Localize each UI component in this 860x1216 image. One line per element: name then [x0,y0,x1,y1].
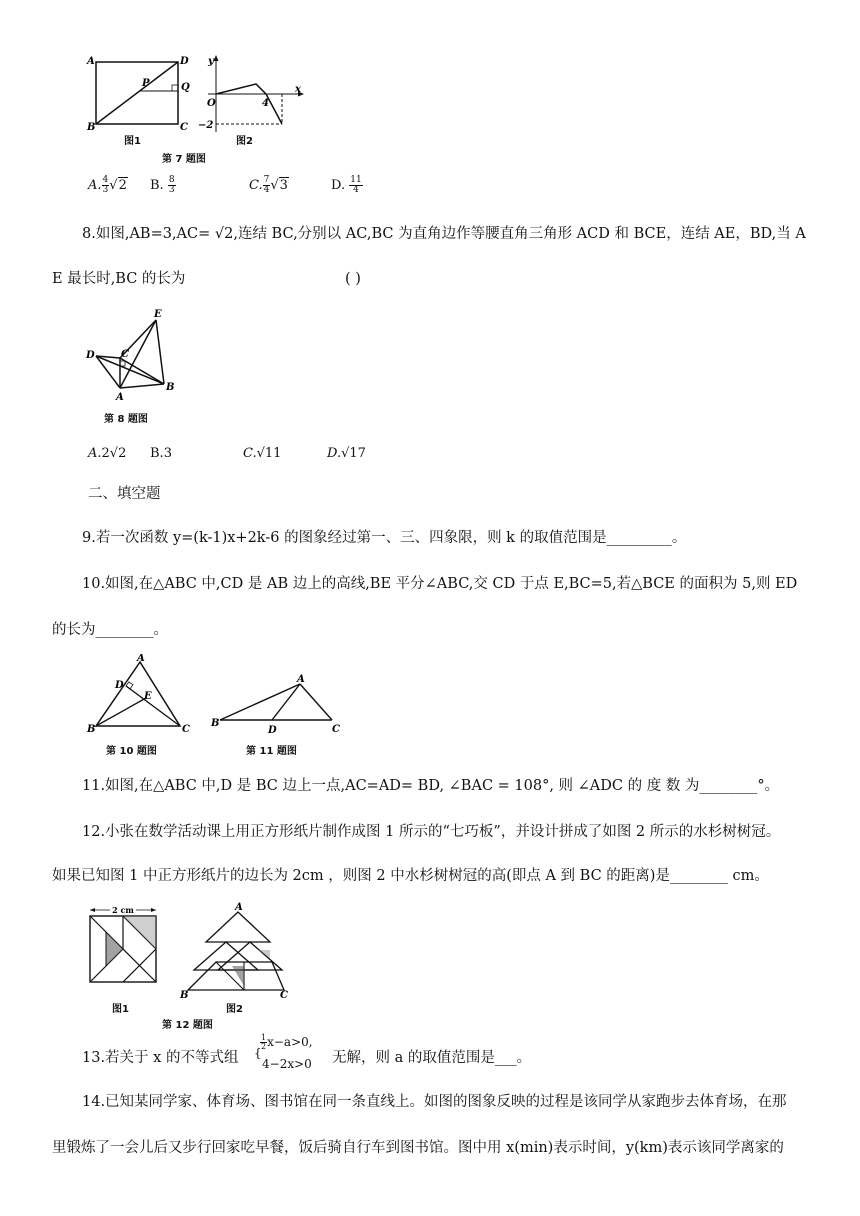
q12-dim-label: 2 cm [112,905,134,915]
q8-figure [82,306,182,402]
q11-label-d: D [268,725,277,736]
q13-inequality-1: x−a>0, [267,1035,313,1049]
q13-inequality-system: { $\frac{1}{2}$ x−a>0, 4−2x>0 [254,1033,313,1071]
q12-label-c: C [280,990,288,1000]
fig1-label-q: Q [181,82,190,93]
q10-figure-caption: 第 10 题图 [106,746,157,757]
q12-fig2-caption: 图2 [226,1004,243,1015]
q7-option-d: D. $\frac{11}{4}$ [331,175,362,195]
q13-prefix: 13.若关于 x 的不等式组 [82,1050,239,1066]
q13-suffix: 无解，则 a 的取值范围是___。 [332,1050,532,1066]
q7-option-b: B. $\frac{8}{3}$ [150,175,175,195]
q8-option-c: C.√11 [243,446,282,461]
q12-line-2: 如果已知图 1 中正方形纸片的边长为 2cm ，则图 2 中水杉树树冠的高(即点 A 到 BC 的距离)是________ cm。 [52,868,769,884]
fig2-label-y: y [208,56,214,67]
q7-option-a: A. $\frac{4}{3}$ √2 [88,175,127,195]
q10-label-a: A [137,654,145,664]
q8-option-a: A.2√2 [88,446,127,461]
q14-line-1: 14.已知某同学家、体育场、图书馆在同一条直线上。如图的图象反映的过程是该同学从家跑步去体育场，在那 [82,1094,787,1110]
question-9: 9.若一次函数 y=(k-1)x+2k-6 的图象经过第一、三、四象限，则 k 的取值范围是_________。 [82,530,687,546]
q8-line-1: 8.如图,AB=3,AC= √2,连结 BC,分别以 AC,BC 为直角边作等腰直角三角形 ACD 和 BCE，连结 AE，BD,当 A [82,226,806,242]
section-heading-fill-in: 二、填空题 [88,486,161,502]
q7-fig1-caption: 图1 [124,136,141,147]
q12-line-1: 12.小张在数学活动课上用正方形纸片制作成图 1 所示的“七巧板”，并设计拼成了如图 2 所示的水杉树树冠。 [82,824,781,840]
q13-brace-icon: { [254,1046,262,1060]
q11-figure [208,670,348,736]
q10-label-d: D [115,680,124,691]
q12-label-b: B [180,990,189,1000]
q12-figure-caption: 第 12 题图 [162,1020,213,1031]
q7-option-c: C. $\frac{7}{4}$ √3 [249,175,288,195]
q14-line-2: 里锻炼了一会儿后又步行回家吃早餐，饭后骑自行车到图书馆。图中用 x(min)表示时间，y(km)表示该同学离家的 [52,1140,784,1156]
q7-option-c-label: C. [249,178,263,193]
q10-label-b: B [87,724,96,734]
q7-figure-2 [198,52,308,140]
q10-line-2: 的长为________。 [52,622,168,638]
q8-label-d: D [86,350,95,361]
q7-option-d-label: D. [331,178,346,193]
q8-option-d: D.√17 [327,446,366,461]
q7-option-a-label: A. [88,178,102,193]
q7-figure-caption: 第 7 题图 [162,154,206,165]
fig2-label-x: x [295,84,301,95]
fig2-label-neg2: −2 [198,120,214,131]
q12-fig1-caption: 图1 [112,1004,129,1015]
q8-label-e: E [154,309,162,320]
fig1-label-p: P [142,78,150,89]
q11-label-a: A [297,674,305,685]
fig1-label-d: D [180,56,189,67]
q10-line-1: 10.如图,在△ABC 中,CD 是 AB 边上的高线,BE 平分∠ABC,交 CD 于点 E,BC=5,若△BCE 的面积为 5,则 ED [82,576,798,592]
q11-label-b: B [211,718,220,729]
q13-inequality-2: 4−2x>0 [262,1057,312,1071]
q12-figure-2 [176,900,292,1000]
q8-figure-caption: 第 8 题图 [104,414,148,425]
q8-label-c: C [121,349,129,360]
q11-figure-caption: 第 11 题图 [246,746,297,757]
fig1-label-c: C [180,122,188,133]
q7-figure-1 [82,52,194,140]
fig2-label-4: 4 [262,98,269,109]
fig1-label-a: A [87,56,95,67]
q7-option-b-label: B. [150,178,164,193]
q8-option-b: B.3 [150,446,172,461]
q10-figure [84,654,194,734]
q8-answer-bracket: ( ) [345,271,361,287]
q10-label-e: E [144,691,152,702]
q8-label-a: A [116,392,124,402]
q8-line-2: E 最长时,BC 的长为 [52,271,186,287]
q11-label-c: C [332,724,340,735]
q12-figure-1 [84,904,164,998]
q10-label-c: C [182,724,190,734]
q7-fig2-caption: 图2 [236,136,253,147]
fig2-label-o: O [207,98,216,109]
q8-label-b: B [166,382,175,393]
fig1-label-b: B [87,122,96,133]
q12-label-a: A [235,902,243,913]
question-11: 11.如图,在△ABC 中,D 是 BC 边上一点,AC=AD= BD, ∠BAC = 108°, 则 ∠ADC 的 度 数 为________°。 [82,778,780,794]
